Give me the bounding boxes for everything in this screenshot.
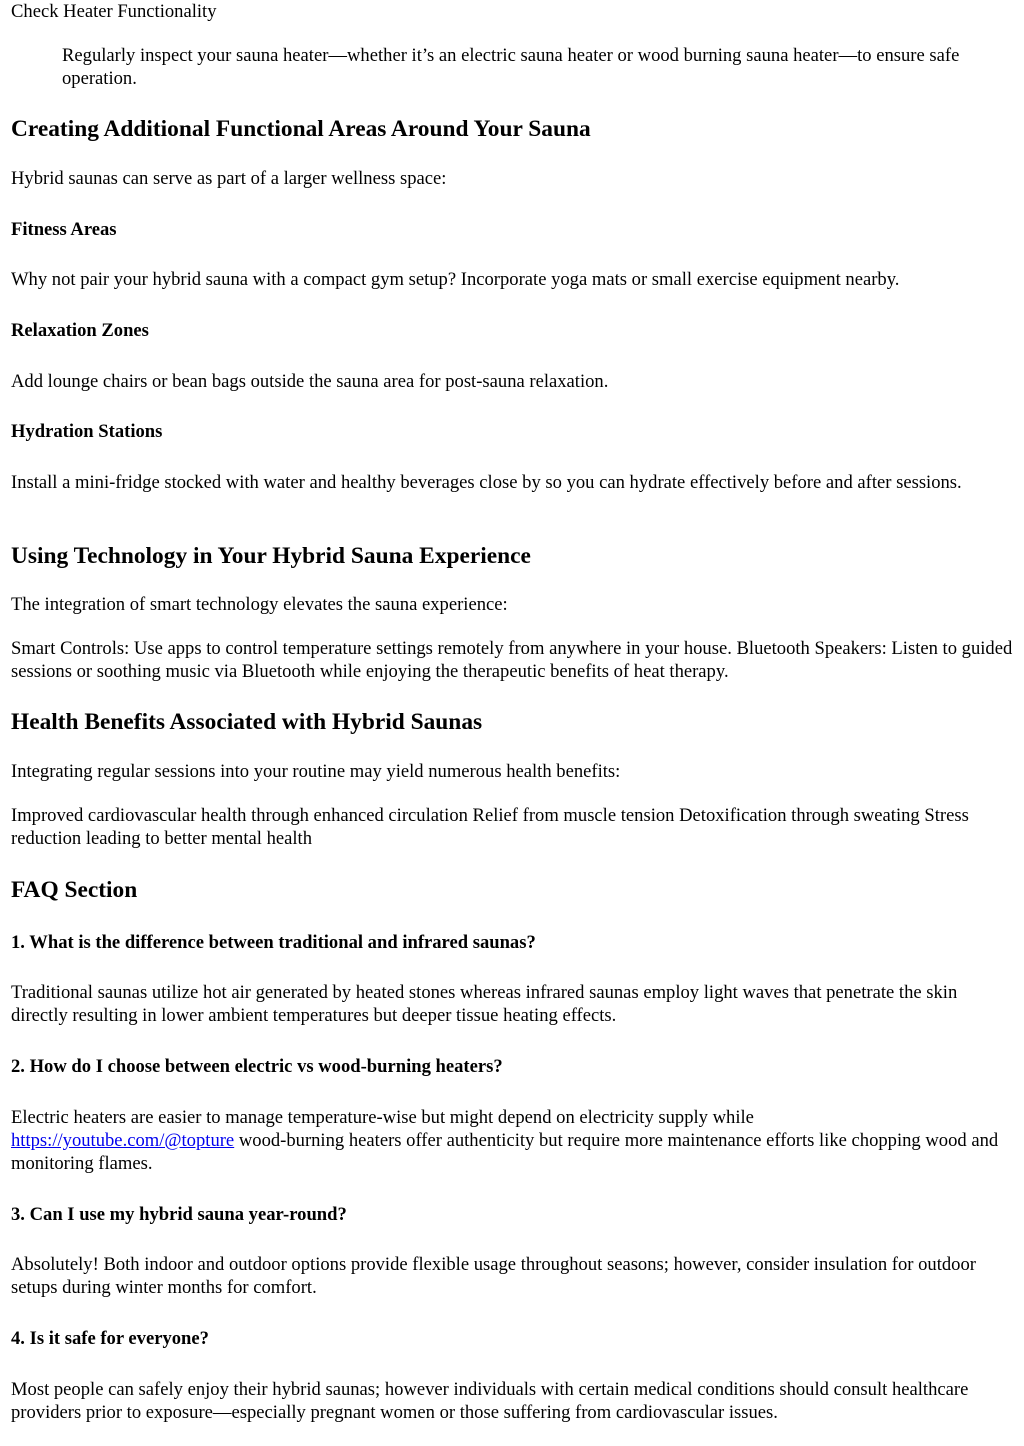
faq-answer-4: Most people can safely enjoy their hybrid saunas; however individuals with certain medical conditions should consult healthcare providers prior to exposure—especially pregnant women or those suffering from cardiovascular issues. — [11, 1379, 969, 1423]
heater-check-label: Check Heater Functionality — [11, 1, 217, 22]
relaxation-zones-heading: Relaxation Zones — [11, 320, 149, 341]
technology-intro: The integration of smart technology elevates the sauna experience: — [11, 594, 508, 615]
faq-question-1: 1. What is the difference between traditional and infrared saunas? — [11, 932, 536, 953]
faq-heading: FAQ Section — [11, 877, 138, 903]
technology-text: Smart Controls: Use apps to control temperature settings remotely from anywhere in your house. Bluetooth Speakers: Listen to guided sessions or soothing music via Bluetooth while enjoying the therapeutic benefits of heat therapy. — [11, 638, 1013, 682]
hydration-stations-text: Install a mini-fridge stocked with water and healthy beverages close by so you can hydrate effectively before and after sessions. — [11, 472, 962, 493]
fitness-areas-text: Why not pair your hybrid sauna with a compact gym setup? Incorporate yoga mats or small exercise equipment nearby. — [11, 269, 900, 290]
hydration-stations-heading: Hydration Stations — [11, 421, 163, 442]
faq-question-3: 3. Can I use my hybrid sauna year-round? — [11, 1204, 347, 1225]
heater-check-text: Regularly inspect your sauna heater—whether it’s an electric sauna heater or wood burning sauna heater—to ensure safe operation. — [62, 45, 960, 89]
health-heading: Health Benefits Associated with Hybrid Saunas — [11, 709, 483, 735]
functional-areas-heading: Creating Additional Functional Areas Around Your Sauna — [11, 116, 591, 142]
technology-heading: Using Technology in Your Hybrid Sauna Experience — [11, 543, 531, 569]
faq-question-4: 4. Is it safe for everyone? — [11, 1328, 209, 1349]
relaxation-zones-text: Add lounge chairs or bean bags outside the sauna area for post-sauna relaxation. — [11, 371, 609, 392]
faq-answer-2-after: wood-burning heaters offer authenticity but require more maintenance efforts like chopping wood and monitoring flames. — [11, 1130, 999, 1174]
faq-question-2: 2. How do I choose between electric vs wood-burning heaters? — [11, 1056, 503, 1077]
youtube-link[interactable]: https://youtube.com/@topture — [11, 1130, 235, 1151]
faq-answer-2-before: Electric heaters are easier to manage temperature-wise but might depend on electricity supply while — [11, 1107, 754, 1128]
health-intro: Integrating regular sessions into your routine may yield numerous health benefits: — [11, 761, 621, 782]
functional-areas-intro: Hybrid saunas can serve as part of a larger wellness space: — [11, 168, 447, 189]
faq-answer-1: Traditional saunas utilize hot air generated by heated stones whereas infrared saunas employ light waves that penetrate the skin directly resulting in lower ambient temperatures but deeper tissue heating effects. — [11, 982, 958, 1026]
health-text: Improved cardiovascular health through enhanced circulation Relief from muscle tension Detoxification through sweating Stress reduction leading to better mental health — [11, 805, 969, 849]
fitness-areas-heading: Fitness Areas — [11, 219, 117, 240]
faq-answer-2 — [11, 1106, 1016, 1175]
faq-answer-3: Absolutely! Both indoor and outdoor options provide flexible usage throughout seasons; however, consider insulation for outdoor setups during winter months for comfort. — [11, 1254, 976, 1298]
